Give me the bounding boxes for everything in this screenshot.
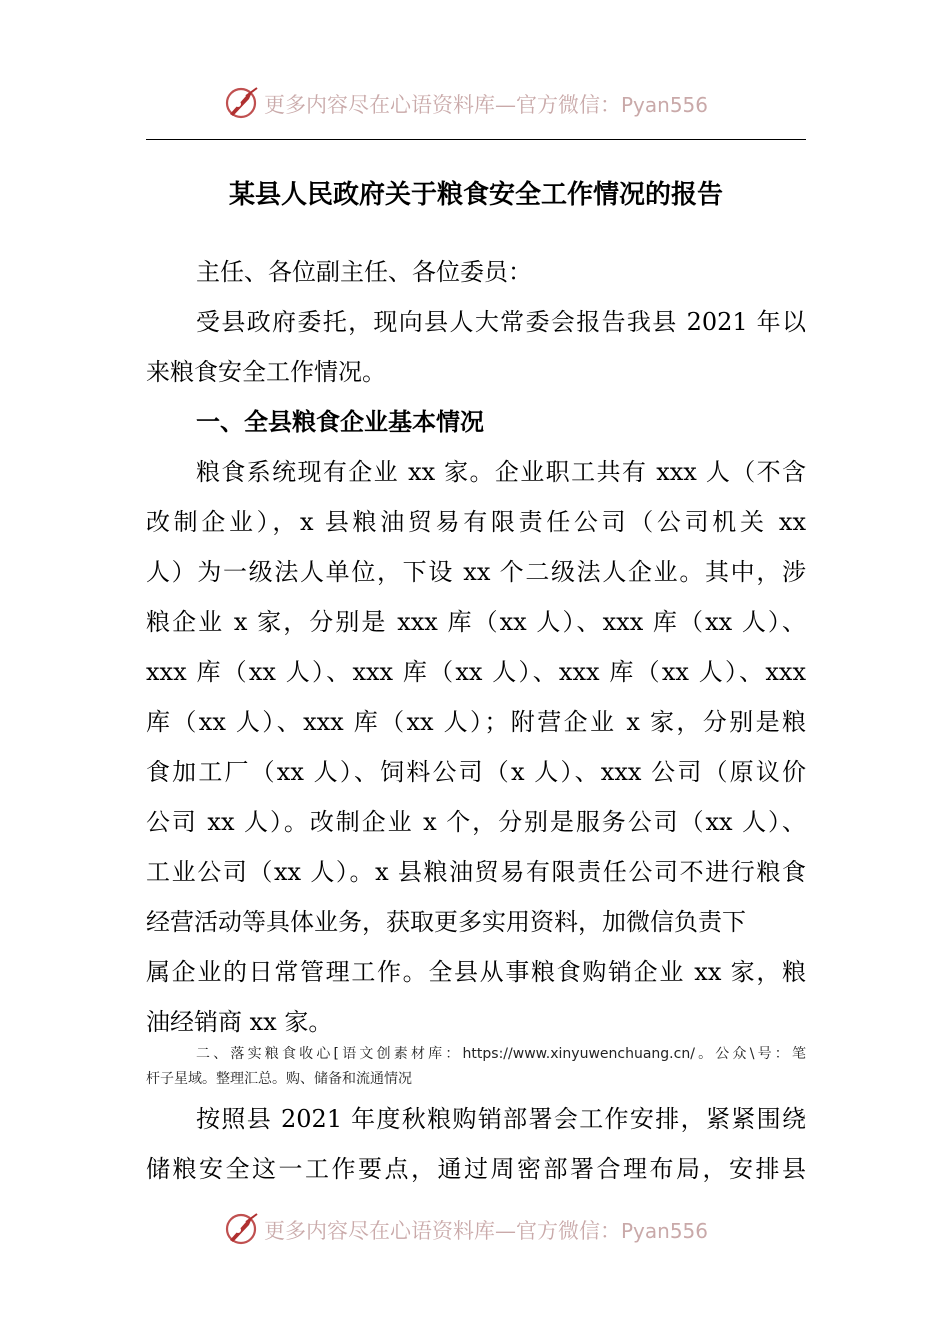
paragraph-line: 食加工厂（xx 人）、饲料公司（x 人）、xxx 公司（原议价: [146, 758, 806, 786]
paragraph-text: 负责下: [674, 908, 746, 936]
paragraph-line: 粮食系统现有企业 xx 家。企业职工共有 xxx 人（不含: [196, 458, 806, 486]
paragraph-line: 粮企业 x 家，分别是 xxx 库（xx 人）、xxx 库（xx 人）、: [146, 608, 806, 636]
section-heading-small: 杆子星域。整理汇总。购、储备和流通情况: [146, 1071, 412, 1087]
header-banner-handle: Pyan556: [621, 93, 709, 117]
document-title: 某县人民政府关于粮食安全工作情况的报告: [228, 180, 723, 210]
paragraph-line: 油经销商 xx 家。: [146, 1008, 333, 1036]
paragraph-line: [146, 897, 806, 947]
paragraph-line: 改制企业），x 县粮油贸易有限责任公司（公司机关 xx: [146, 508, 806, 536]
section-heading: 一、全县粮食企业基本情况: [196, 408, 484, 436]
paragraph-line: 按照县 2021 年度秋粮购销部署会工作安排，紧紧围绕: [196, 1105, 806, 1133]
paragraph-line: xxx 库（xx 人）、xxx 库（xx 人）、xxx 库（xx 人）、xxx: [146, 658, 806, 686]
footer-banner-handle: Pyan556: [621, 1219, 709, 1243]
pen-nib-logo-icon: [224, 1210, 262, 1248]
section-heading-small: 二、落实粮食收心[语文创素材库：https://www.xinyuwenchuang.cn/。公众\号：笔: [196, 1046, 806, 1062]
pen-nib-logo-icon: [224, 84, 262, 122]
paragraph-line: 库（xx 人）、xxx 库（xx 人）；附营企业 x 家，分别是粮: [146, 708, 806, 736]
paragraph-line: 人）为一级法人单位，下设 xx 个二级法人企业。其中，涉: [146, 558, 806, 586]
paragraph-line: 公司 xx 人）。改制企业 x 个，分别是服务公司（xx 人）、: [146, 808, 806, 836]
salutation: 主任、各位副主任、各位委员：: [196, 258, 532, 286]
header-banner-text: 更多内容尽在心语资料库—官方微信：Pyan556: [264, 93, 709, 117]
paragraph-line: 储粮安全这一工作要点，通过周密部署合理布局，安排县: [146, 1155, 806, 1183]
header-rule: [146, 139, 806, 140]
paragraph-text: 经营活动等具体业务，: [146, 908, 386, 936]
paragraph-line: 受县政府委托，现向县人大常委会报告我县 2021 年以: [196, 308, 806, 336]
promo-inline-text: 获取更多实用资料，加微信: [386, 908, 674, 936]
paragraph-line: 属企业的日常管理工作。全县从事粮食购销企业 xx 家，粮: [146, 958, 806, 986]
footer-banner-text: 更多内容尽在心语资料库—官方微信：Pyan556: [264, 1219, 709, 1243]
paragraph-line: 来粮食安全工作情况。: [146, 358, 386, 386]
footer-banner: [0, 1210, 950, 1250]
header-banner: [0, 84, 950, 124]
paragraph-line: 工业公司（xx 人）。x 县粮油贸易有限责任公司不进行粮食: [146, 858, 806, 886]
